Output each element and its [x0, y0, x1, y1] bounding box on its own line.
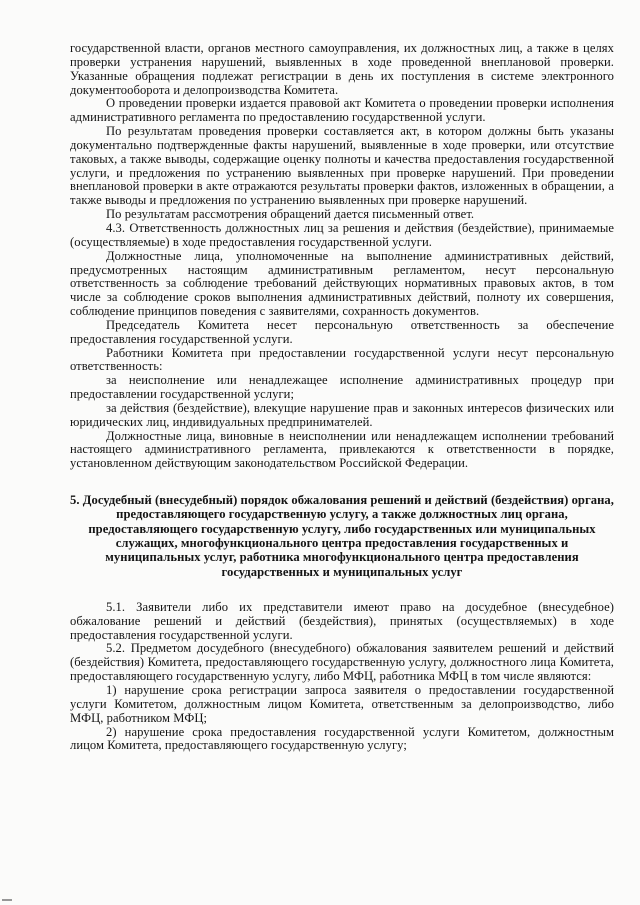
paragraph: Должностные лица, виновные в неисполнении или ненадлежащем исполнении требований настоящего административного регламента, привлекаются к ответственности в порядке, установленном действующим законодательством Российской Федерации. [70, 428, 614, 471]
paragraphs-top [70, 42, 614, 471]
paragraph-clause-4-3: 4.3. Ответственность должностных лиц за решения и действия (бездействие), принимаемые (осуществляемые) в ходе предоставления государственной услуги. [70, 220, 614, 249]
paragraph: государственной власти, органов местного самоуправления, их должностных лиц, а также в целях проверки устранения нарушений, выявленных в ходе проведенной внеплановой проверки. Указанные обращения подлежат регистрации в день их поступления в системе электронного документооборота и делопроизводства Комитета. [70, 41, 614, 97]
scan-edge-mark [2, 899, 12, 901]
section-5-heading: 5. Досудебный (внесудебный) порядок обжалования решений и действий (бездействия) органа, предоставляющего государственную услугу, а также должностных лиц органа, предоставляющего государственную услугу, либо государственных или муниципальных служащих, многофункционального центра предоставления государственных и муниципальных услуг, работника многофункционального центра предоставления государственных и муниципальных услуг [70, 493, 614, 579]
paragraphs-bottom [70, 601, 614, 753]
paragraph: О проведении проверки издается правовой акт Комитета о проведении проверки исполнения административного регламента по предоставлению государственной услуги. [70, 96, 614, 125]
paragraph: По результатам рассмотрения обращений дается письменный ответ. [106, 207, 475, 222]
paragraph: Работники Комитета при предоставлении государственной услуги несут персональную ответственность: [70, 345, 614, 374]
list-item: 2) нарушение срока предоставления государственной услуги Комитетом, должностным лицом Комитета, предоставляющего государственную услугу; [70, 724, 614, 753]
document-body [70, 42, 614, 753]
paragraph: Должностные лица, уполномоченные на выполнение административных действий, предусмотренных настоящим административным регламентом, несут персональную ответственность за соблюдение требований действующих нормативных правовых актов, в том числе за соблюдение сроков выполнения административных действий, полноту их совершения, соблюдение принципов поведения с заявителями, сохранность документов. [70, 248, 614, 319]
list-item: 1) нарушение срока регистрации запроса заявителя о предоставлении государственной услуги Комитетом, должностным лицом Комитета, ответственным за делопроизводство, либо МФЦ, работником МФЦ; [70, 683, 614, 725]
paragraph-clause-5-2: 5.2. Предметом досудебного (внесудебного) обжалования заявителем решений и действий (бездействия) Комитета, предоставляющего государственную услугу, должностного лица Комитета, предоставляющего государственную услугу, либо МФЦ, работника МФЦ в том числе являются: [70, 641, 614, 684]
paragraph: Председатель Комитета несет персональную ответственность за обеспечение предоставления государственной услуги. [70, 317, 614, 346]
paragraph: за действия (бездействие), влекущие нарушение прав и законных интересов физических или юридических лиц, индивидуальных предпринимателей. [70, 400, 614, 429]
paragraph: По результатам проведения проверки составляется акт, в котором должны быть указаны документально подтвержденные факты нарушений, выявленные в ходе проверки, или отсутствие таковых, а также выводы, содержащие оценку полноты и качества предоставления государственной услуги, и предложения по устранению выявленных при проверке нарушений. При проведении внеплановой проверки в акте отражаются результаты проверки фактов, изложенных в обращении, а также выводы и предложения по устранению выявленных при проверке нарушений. [70, 124, 614, 208]
paragraph: за неисполнение или ненадлежащее исполнение административных процедур при предоставлении государственной услуги; [70, 373, 614, 402]
paragraph-clause-5-1: 5.1. Заявители либо их представители имеют право на досудебное (внесудебное) обжалование решений и действий (бездействия), принятых (осуществляемых) в ходе предоставления государственной услуги. [70, 599, 614, 642]
